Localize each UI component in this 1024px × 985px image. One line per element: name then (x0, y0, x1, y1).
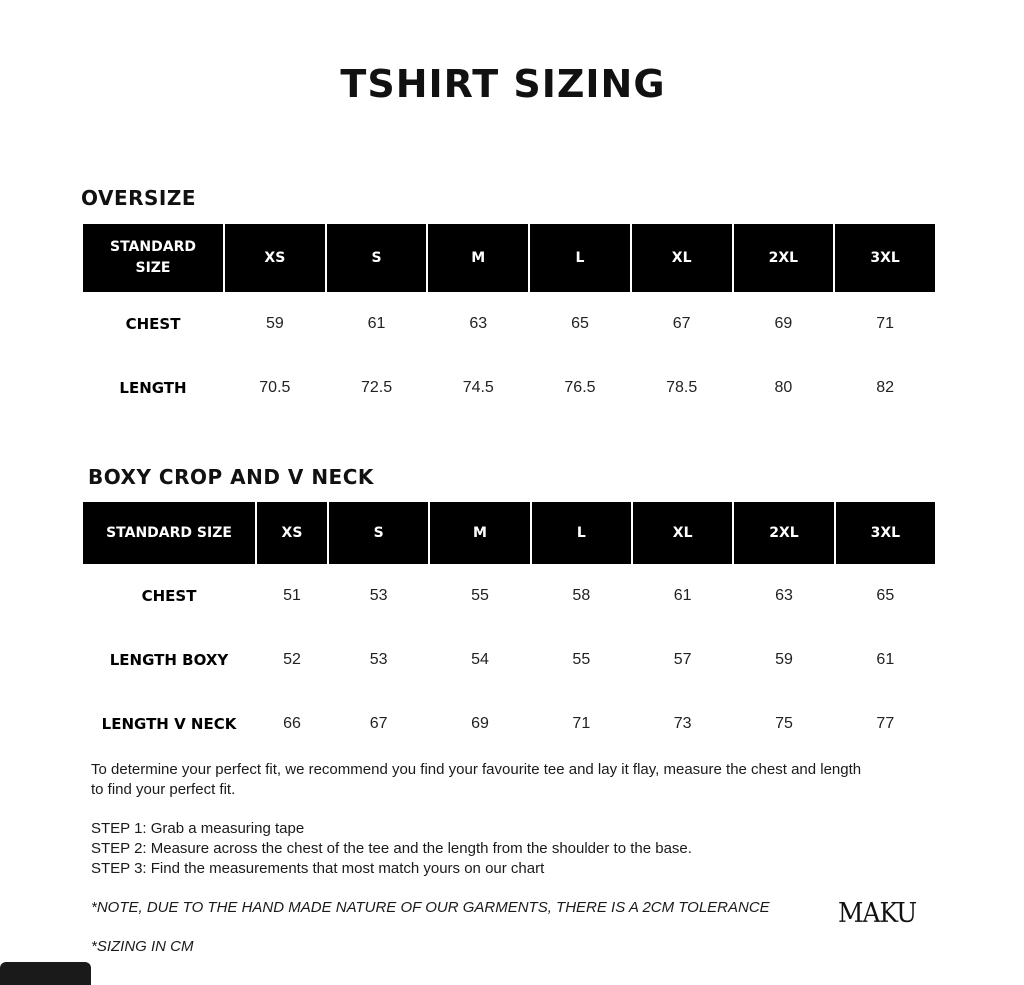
table-cell: 66 (283, 715, 301, 732)
table-row-length-boxy (83, 628, 935, 692)
table-cell: 61 (673, 587, 692, 604)
table-cell: 65 (571, 315, 589, 332)
step-2-text: STEP 2: Measure across the chest of the tee and the length from the shoulder to the base. (91, 839, 692, 857)
table-cell: 63 (469, 315, 488, 332)
corner-tab[interactable] (0, 962, 91, 985)
header-cell-3xl: 3XL (835, 224, 935, 292)
boxy-vneck-size-table (81, 502, 937, 756)
table-cell: 59 (775, 651, 793, 668)
table-header-row (83, 224, 935, 292)
table-cell: 53 (369, 651, 388, 668)
table-cell: 82 (876, 379, 894, 396)
header-cell-xs: XS (225, 224, 325, 292)
step-1-text: STEP 1: Grab a measuring tape (91, 820, 305, 838)
tolerance-note: *NOTE, DUE TO THE HAND MADE NATURE OF OUR GARMENTS, THERE IS A 2CM TOLERANCE (91, 898, 770, 916)
table-row-chest (83, 292, 935, 356)
table-cell: 77 (876, 715, 895, 732)
oversize-size-table (81, 224, 937, 420)
header-cell-xl: XL (632, 224, 732, 292)
table-cell: 71 (572, 715, 591, 732)
table-row-chest (83, 564, 935, 628)
table-cell: 53 (369, 587, 388, 604)
table-cell: 76.5 (564, 379, 596, 396)
page-title: TSHIRT SIZING (340, 62, 666, 106)
row-label: LENGTH V NECK (101, 715, 237, 733)
header-cell-s: S (327, 224, 427, 292)
header-cell-s: S (329, 502, 428, 564)
oversize-section-title: OVERSIZE (81, 186, 197, 210)
table-cell: 75 (775, 715, 793, 732)
boxy-section-title: BOXY CROP AND V NECK (88, 465, 374, 489)
row-label: LENGTH (119, 379, 187, 397)
table-cell: 72.5 (360, 379, 393, 396)
header-cell-2xl: 2XL (734, 224, 834, 292)
table-cell: 80 (774, 379, 793, 396)
intro-text: To determine your perfect fit, we recommend you find your favourite tee and lay it flay, measure the chest and length to find your perfect fit. (91, 761, 862, 798)
table-cell: 71 (876, 315, 894, 332)
table-row-length-v-neck (83, 692, 935, 756)
row-label: CHEST (125, 315, 181, 333)
table-cell: 55 (471, 587, 489, 604)
header-cell-m: M (428, 224, 528, 292)
table-cell: 63 (775, 587, 793, 604)
units-note: *SIZING IN CM (91, 938, 194, 956)
table-cell: 55 (572, 651, 591, 668)
table-header-row (83, 502, 935, 564)
header-cell-standard-size: STANDARD SIZE (83, 502, 255, 564)
header-cell-3xl: 3XL (836, 502, 935, 564)
table-cell: 74.5 (462, 379, 494, 396)
table-cell: 54 (471, 651, 489, 668)
header-cell-xl: XL (633, 502, 732, 564)
header-cell-2xl: 2XL (734, 502, 833, 564)
table-cell: 65 (876, 587, 895, 604)
header-cell-l: L (530, 224, 630, 292)
table-cell: 52 (283, 651, 301, 668)
table-cell: 59 (265, 315, 284, 332)
header-cell-xs: XS (257, 502, 327, 564)
measuring-instructions (91, 760, 871, 957)
table-cell: 73 (673, 715, 692, 732)
header-cell-m: M (430, 502, 529, 564)
table-cell: 57 (673, 651, 692, 668)
table-cell: 69 (774, 315, 793, 332)
table-cell: 61 (367, 315, 386, 332)
header-cell-standard-size: STANDARD SIZE (83, 224, 223, 292)
table-cell: 61 (876, 651, 895, 668)
table-cell: 69 (471, 715, 489, 732)
step-3-text: STEP 3: Find the measurements that most match yours on our chart (91, 859, 545, 877)
table-cell: 67 (672, 315, 691, 332)
table-row-length (83, 356, 935, 420)
table-cell: 67 (369, 715, 388, 732)
table-cell: 51 (283, 587, 301, 604)
table-cell: 70.5 (259, 379, 291, 396)
maku-logo: MAKU (838, 898, 917, 929)
table-cell: 58 (572, 587, 591, 604)
row-label: CHEST (141, 587, 197, 605)
header-cell-l: L (532, 502, 631, 564)
table-cell: 78.5 (666, 379, 698, 396)
row-label: LENGTH BOXY (109, 651, 229, 669)
